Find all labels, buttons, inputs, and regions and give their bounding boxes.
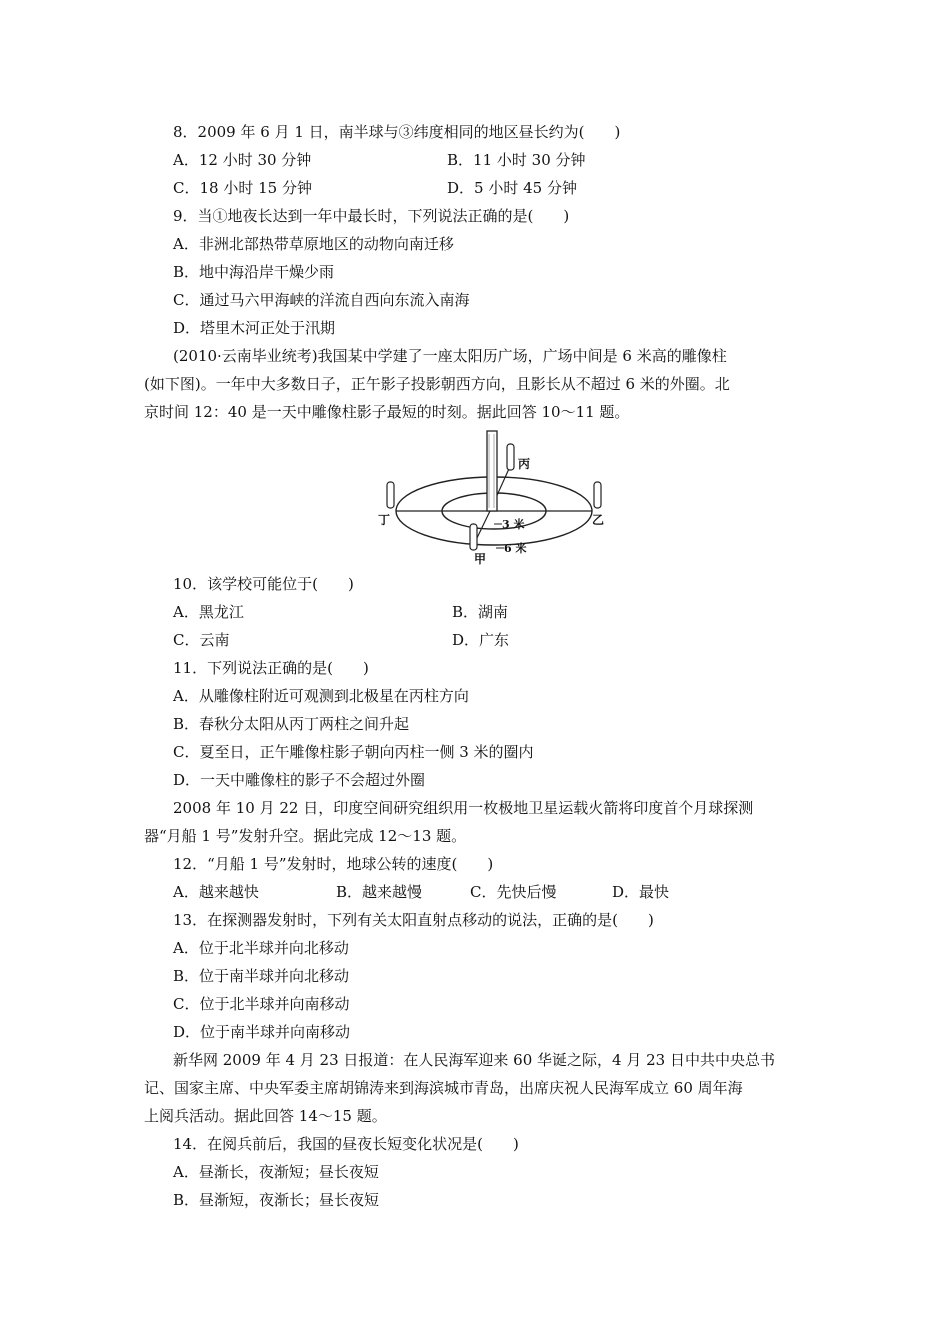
q10-stem: 10．该学校可能位于( ) bbox=[173, 575, 354, 593]
label-yi: 乙 bbox=[592, 513, 605, 527]
q8-option-a: A．12 小时 30 分钟 bbox=[173, 151, 312, 169]
q10-option-d: D．广东 bbox=[452, 631, 510, 649]
sundial-plaza-figure bbox=[372, 428, 612, 568]
pillar-ding bbox=[387, 482, 394, 508]
q9-option-c: C．通过马六甲海峡的洋流自西向东流入南海 bbox=[173, 291, 470, 309]
q11-stem: 11．下列说法正确的是( ) bbox=[173, 659, 369, 677]
q13-option-a: A．位于北半球并向北移动 bbox=[173, 939, 349, 957]
q9-option-a: A．非洲北部热带草原地区的动物向南迁移 bbox=[173, 235, 454, 253]
q9-option-b: B．地中海沿岸干燥少雨 bbox=[173, 263, 335, 281]
q13-option-b: B．位于南半球并向北移动 bbox=[173, 967, 350, 985]
q11-option-b: B．春秋分太阳从丙丁两柱之间升起 bbox=[173, 715, 410, 733]
q11-option-a: A．从雕像柱附近可观测到北极星在丙柱方向 bbox=[173, 687, 469, 705]
statue-column bbox=[487, 431, 497, 511]
q13-option-c: C．位于北半球并向南移动 bbox=[173, 995, 350, 1013]
label-3m: 3 米 bbox=[502, 518, 525, 531]
q12-option-a: A．越来越快 bbox=[173, 883, 259, 901]
passage2-line1: 2008 年 10 月 22 日，印度空间研究组织用一枚极地卫星运载火箭将印度首个月球探测 bbox=[173, 799, 754, 817]
label-ding: 丁 bbox=[378, 513, 391, 527]
q9-option-d: D．塔里木河正处于汛期 bbox=[173, 319, 336, 337]
pillar-jia bbox=[470, 524, 477, 550]
q14-stem: 14．在阅兵前后，我国的昼夜长短变化状况是( ) bbox=[173, 1135, 519, 1153]
q8-option-c: C．18 小时 15 分钟 bbox=[173, 179, 312, 197]
q8-option-d: D．5 小时 45 分钟 bbox=[447, 179, 577, 197]
q12-option-d: D．最快 bbox=[612, 883, 670, 901]
q13-stem: 13．在探测器发射时，下列有关太阳直射点移动的说法，正确的是( ) bbox=[173, 911, 654, 929]
q13-option-d: D．位于南半球并向南移动 bbox=[173, 1023, 351, 1041]
passage1-line2: (如下图)。一年中大多数日子，正午影子投影朝西方向，且影长从不超过 6 米的外圈。北 bbox=[144, 375, 730, 393]
pillar-yi bbox=[594, 482, 601, 508]
pillar-bing bbox=[507, 444, 514, 470]
q14-option-b: B．昼渐短，夜渐长；昼长夜短 bbox=[173, 1191, 380, 1209]
q10-option-c: C．云南 bbox=[173, 631, 230, 649]
passage1-line1: (2010·云南毕业统考)我国某中学建了一座太阳历广场，广场中间是 6 米高的雕像柱 bbox=[173, 347, 727, 365]
passage2-line2: 器“月船 1 号”发射升空。据此完成 12～13 题。 bbox=[144, 827, 467, 845]
label-jia: 甲 bbox=[474, 552, 487, 566]
q10-option-a: A．黑龙江 bbox=[173, 603, 244, 621]
q12-option-c: C．先快后慢 bbox=[470, 883, 557, 901]
label-bing: 丙 bbox=[518, 457, 531, 471]
passage3-line2: 记、国家主席、中央军委主席胡锦涛来到海滨城市青岛，出席庆祝人民海军成立 60 周年海 bbox=[144, 1079, 743, 1097]
label-6m: 6 米 bbox=[504, 542, 527, 555]
q10-option-b: B．湖南 bbox=[452, 603, 509, 621]
passage3-line1: 新华网 2009 年 4 月 23 日报道：在人民海军迎来 60 华诞之际，4 月 23 日中共中央总书 bbox=[173, 1051, 775, 1069]
q11-option-c: C．夏至日，正午雕像柱影子朝向丙柱一侧 3 米的圈内 bbox=[173, 743, 534, 761]
line-to-jia bbox=[476, 511, 490, 540]
q8-option-b: B．11 小时 30 分钟 bbox=[447, 151, 586, 169]
q14-option-a: A．昼渐长，夜渐短；昼长夜短 bbox=[173, 1163, 379, 1181]
q11-option-d: D．一天中雕像柱的影子不会超过外圈 bbox=[173, 771, 426, 789]
q12-stem: 12．“月船 1 号”发射时，地球公转的速度( ) bbox=[173, 855, 494, 873]
passage3-line3: 上阅兵活动。据此回答 14～15 题。 bbox=[144, 1107, 387, 1125]
q12-option-b: B．越来越慢 bbox=[336, 883, 423, 901]
q8-stem: 8．2009 年 6 月 1 日，南半球与③纬度相同的地区昼长约为( ) bbox=[173, 123, 621, 141]
passage1-line3: 京时间 12：40 是一天中雕像柱影子最短的时刻。据此回答 10～11 题。 bbox=[144, 403, 630, 421]
q9-stem: 9．当①地夜长达到一年中最长时，下列说法正确的是( ) bbox=[173, 207, 570, 225]
